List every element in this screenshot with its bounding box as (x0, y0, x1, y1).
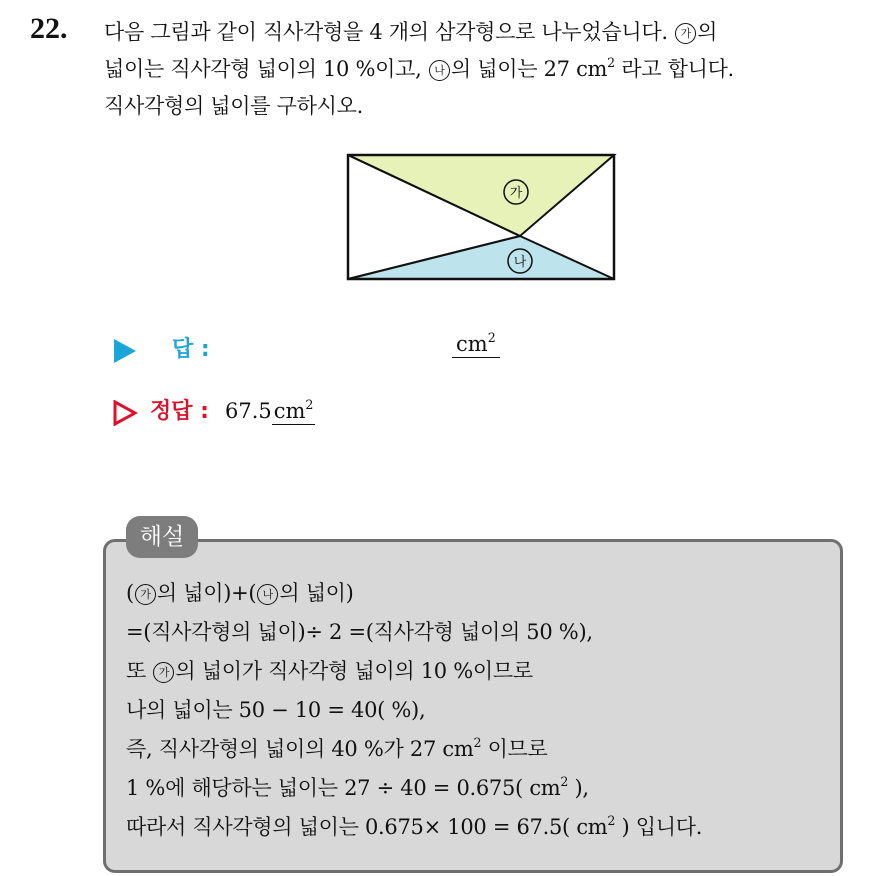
explanation-line-4: 나의 넓이는 50 − 10 = 40( %), (126, 698, 426, 722)
answer-label: 답 : (172, 337, 210, 362)
solution-play-outline-icon (112, 400, 138, 426)
exp-l5-sup: 2 (473, 735, 482, 751)
question-line-1-text: 다음 그림과 같이 직사각형을 4 개의 삼각형으로 나누었습니다. (104, 20, 668, 44)
solution-unit-superscript: 2 (305, 397, 314, 413)
exp-circled-ga-2: 가 (153, 662, 174, 683)
question-line-1-tail: 의 (697, 20, 718, 44)
exp-l7-b: ) 입니다. (615, 815, 703, 839)
exp-l6-b: ), (568, 776, 589, 800)
exp-l1-a: ( (126, 581, 134, 605)
figure-ga-label: 가 (509, 186, 523, 201)
exp-circled-na: 나 (257, 584, 278, 605)
answer-unit-superscript: 2 (487, 330, 496, 346)
explanation-line-3 (126, 652, 836, 691)
question-line-3: 직사각형의 넓이를 구하시오. (104, 94, 363, 118)
solution-row (112, 394, 315, 426)
exp-l3-b: 의 넓이가 직사각형 넓이의 10 %이므로 (175, 659, 533, 683)
answer-unit-blank[interactable] (452, 332, 500, 358)
exp-circled-ga: 가 (135, 584, 156, 605)
explanation-line-5 (126, 730, 836, 769)
exp-l5-a: 즉, 직사각형의 넓이의 40 %가 27 cm (126, 737, 474, 761)
answer-row (112, 332, 210, 364)
explanation-line-2: =(직사각형의 넓이)÷ 2 =(직사각형 넓이의 50 %), (126, 620, 593, 644)
exp-l3-a: 또 (126, 659, 153, 683)
exp-l6-sup: 2 (560, 774, 569, 790)
solution-unit-text: cm (273, 399, 306, 423)
solution-unit (272, 399, 316, 425)
question-number: 22. (30, 12, 68, 45)
question-line-2-b: 의 넓이는 27 cm (450, 57, 608, 81)
triangle-ga (348, 155, 614, 236)
exp-l1-b: 의 넓이)+( (156, 581, 257, 605)
answer-play-icon (112, 338, 138, 364)
circled-ga-label: 가 (675, 23, 696, 44)
exp-l7-a: 따라서 직사각형의 넓이는 0.675× 100 = 67.5( cm (126, 815, 608, 839)
explanation-text (126, 574, 836, 847)
circled-na-label: 나 (429, 60, 450, 81)
answer-unit: cm (456, 332, 488, 356)
figure-na-label: 나 (513, 255, 527, 270)
question-line-2-a: 넓이는 직사각형 넓이의 10 %이고, (104, 57, 422, 81)
exp-l6-a: 1 %에 해당하는 넓이는 27 ÷ 40 = 0.675( cm (126, 776, 561, 800)
question-line-2-c: 라고 합니다. (614, 57, 734, 81)
solution-label: 정답 : (150, 399, 209, 424)
exp-l1-c: 의 넓이) (279, 581, 354, 605)
explanation-tag: 해설 (126, 516, 198, 558)
explanation-line-1 (126, 574, 836, 613)
exp-l5-b: 이므로 (481, 737, 548, 761)
explanation-line-6 (126, 769, 836, 808)
solution-value: 67.5 (224, 399, 272, 423)
superscript-2: 2 (607, 55, 615, 71)
explanation-line-7 (126, 808, 836, 847)
exp-l7-sup: 2 (607, 813, 616, 829)
triangle-na (348, 236, 614, 279)
